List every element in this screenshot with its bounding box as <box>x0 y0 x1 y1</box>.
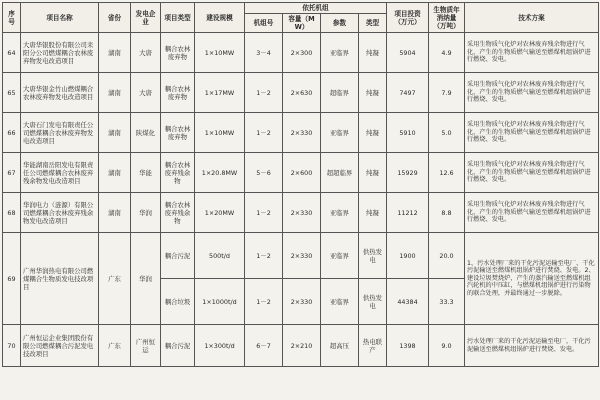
cell-unit-type: 纯凝 <box>359 193 387 233</box>
cell-param: 超临界 <box>321 73 359 113</box>
table-row <box>3 233 599 279</box>
cell-unit-no: 1－2 <box>245 73 283 113</box>
cell-capacity: 2×330 <box>283 193 321 233</box>
cell-investment: 1900 <box>387 233 429 279</box>
cell-unit-type: 纯凝 <box>359 153 387 193</box>
cell-biomass: 7.9 <box>429 73 465 113</box>
cell-scale: 1×1000t/d <box>195 279 245 325</box>
cell-investment: 5910 <box>387 113 429 153</box>
cell-company: 陕煤化 <box>131 113 161 153</box>
cell-unit-type: 纯凝 <box>359 73 387 113</box>
col-unit-no: 机组号 <box>245 14 283 33</box>
cell-province: 湖南 <box>99 113 131 153</box>
cell-province: 湖南 <box>99 33 131 73</box>
table-row <box>3 33 599 73</box>
cell-investment: 5904 <box>387 33 429 73</box>
cell-company: 大唐 <box>131 73 161 113</box>
cell-province: 湖南 <box>99 193 131 233</box>
col-province: 省份 <box>99 3 131 33</box>
cell-company: 广州恒运 <box>131 325 161 367</box>
cell-name: 华润电力（涟源）有限公司燃煤耦合农林废弃残余物发电改造项目 <box>21 193 99 233</box>
cell-biomass: 4.9 <box>429 33 465 73</box>
cell-seq: 64 <box>3 33 21 73</box>
cell-province: 湖南 <box>99 153 131 193</box>
cell-unit-type: 供热发电 <box>359 279 387 325</box>
cell-type: 耦合污泥 <box>161 233 195 279</box>
col-capacity: 容量（MW） <box>283 14 321 33</box>
col-biomass: 生物质年消纳量（万吨） <box>429 3 465 33</box>
cell-tech: 1、污水处理厂来的干化污泥运输至电厂，干化污泥输送至燃煤机组锅炉进行焚烧、发电。2、建设垃圾焚烧炉，产生的蒸汽输送至燃煤机组汽轮机的中压缸，与燃煤机组锅炉进行污染物的联合处理，并最终通过一步脱除。 <box>465 233 599 325</box>
cell-tech: 采用生物质气化炉对农林废弃残余物进行气化，产生的生物质燃气输送至燃煤机组锅炉进行燃烧、发电。 <box>465 153 599 193</box>
cell-type: 耦合农林废弃物 <box>161 33 195 73</box>
col-scale: 建设规模 <box>195 3 245 33</box>
cell-tech: 采用生物质气化炉对农林废弃残余物进行气化，产生的生物质燃气输送至燃煤机组锅炉进行燃烧、发电。 <box>465 73 599 113</box>
cell-param: 亚临界 <box>321 193 359 233</box>
cell-capacity: 2×630 <box>283 73 321 113</box>
cell-capacity: 2×330 <box>283 113 321 153</box>
cell-capacity: 2×330 <box>283 279 321 325</box>
cell-unit-no: 1－2 <box>245 279 283 325</box>
cell-province: 广东 <box>99 233 131 325</box>
col-relied-group: 依托机组 <box>245 3 387 14</box>
col-param: 参数 <box>321 14 359 33</box>
cell-scale: 1×10MW <box>195 33 245 73</box>
cell-type: 耦合垃圾 <box>161 279 195 325</box>
cell-scale: 500t/d <box>195 233 245 279</box>
cell-unit-no: 6－7 <box>245 325 283 367</box>
cell-company: 华润 <box>131 233 161 325</box>
cell-seq: 67 <box>3 153 21 193</box>
cell-unit-no: 1－2 <box>245 193 283 233</box>
cell-biomass: 5.0 <box>429 113 465 153</box>
cell-biomass: 12.6 <box>429 153 465 193</box>
cell-name: 广州华润热电有限公司燃煤耦合生物质发电技改项目 <box>21 233 99 325</box>
cell-tech: 采用生物质气化炉对农林废弃残余物进行气化，产生的生物质燃气输送至燃煤机组锅炉进行燃烧、发电。 <box>465 113 599 153</box>
cell-province: 广东 <box>99 325 131 367</box>
cell-biomass: 8.8 <box>429 193 465 233</box>
cell-param: 亚临界 <box>321 33 359 73</box>
table-row <box>3 193 599 233</box>
col-investment: 项目投资（万元） <box>387 3 429 33</box>
cell-tech: 采用生物质气化炉对农林废弃残余物进行气化，产生的生物质燃气输送至燃煤机组锅炉进行燃烧、发电。 <box>465 193 599 233</box>
project-table <box>2 2 599 367</box>
cell-biomass: 20.0 <box>429 233 465 279</box>
cell-capacity: 2×300 <box>283 33 321 73</box>
cell-type: 耦合污泥 <box>161 325 195 367</box>
cell-seq: 65 <box>3 73 21 113</box>
cell-seq: 69 <box>3 233 21 325</box>
header-row-1 <box>3 3 599 14</box>
cell-name: 大唐石门发电有限责任公司燃煤耦合农林废弃物发电改造项目 <box>21 113 99 153</box>
cell-unit-type: 供热发电 <box>359 233 387 279</box>
cell-seq: 70 <box>3 325 21 367</box>
cell-seq: 66 <box>3 113 21 153</box>
col-tech: 技术方案 <box>465 3 599 33</box>
cell-tech: 污水处理厂来的干化污泥运输至电厂，干化污泥输送至燃煤机组锅炉进行焚烧、发电。 <box>465 325 599 367</box>
cell-investment: 44384 <box>387 279 429 325</box>
cell-company: 华润 <box>131 193 161 233</box>
cell-biomass: 9.0 <box>429 325 465 367</box>
cell-province: 湖南 <box>99 73 131 113</box>
col-unit-type: 类型 <box>359 14 387 33</box>
cell-param: 亚临界 <box>321 279 359 325</box>
cell-investment: 15929 <box>387 153 429 193</box>
col-name: 项目名称 <box>21 3 99 33</box>
cell-type: 耦合农林废弃残余物 <box>161 193 195 233</box>
cell-biomass: 33.3 <box>429 279 465 325</box>
cell-unit-no: 3－4 <box>245 33 283 73</box>
col-seq: 序号 <box>3 3 21 33</box>
cell-name: 大唐华银股份有限公司耒阳分公司燃煤耦合农林废弃物发电改造项目 <box>21 33 99 73</box>
cell-unit-no: 5－6 <box>245 153 283 193</box>
cell-param: 亚临界 <box>321 233 359 279</box>
cell-param: 超超临界 <box>321 153 359 193</box>
table-row <box>3 325 599 367</box>
cell-scale: 1×10MW <box>195 113 245 153</box>
cell-unit-no: 1－2 <box>245 233 283 279</box>
cell-capacity: 2×210 <box>283 325 321 367</box>
table-row <box>3 113 599 153</box>
cell-tech: 采用生物质气化炉对农林废弃残余物进行气化，产生的生物质燃气输送至燃煤机组锅炉进行燃烧、发电。 <box>465 33 599 73</box>
cell-unit-type: 纯凝 <box>359 33 387 73</box>
col-type: 项目类型 <box>161 3 195 33</box>
cell-param: 超高压 <box>321 325 359 367</box>
cell-type: 耦合农林废弃物 <box>161 73 195 113</box>
cell-type: 耦合农林废弃物 <box>161 113 195 153</box>
cell-name: 大唐华银金竹山燃煤耦合农林废弃物发电改造项目 <box>21 73 99 113</box>
cell-seq: 68 <box>3 193 21 233</box>
cell-capacity: 2×330 <box>283 233 321 279</box>
table-row <box>3 153 599 193</box>
cell-name: 华能湖南岳阳发电有限责任公司燃煤耦合农林废弃残余物发电改造项目 <box>21 153 99 193</box>
cell-param: 亚临界 <box>321 113 359 153</box>
cell-investment: 1398 <box>387 325 429 367</box>
cell-name: 广州恒运企业集团股份有限公司燃煤耦合污泥发电技改项目 <box>21 325 99 367</box>
cell-scale: 1×20MW <box>195 193 245 233</box>
cell-investment: 7497 <box>387 73 429 113</box>
cell-company: 华能 <box>131 153 161 193</box>
cell-unit-type: 纯凝 <box>359 113 387 153</box>
cell-scale: 1×300t/d <box>195 325 245 367</box>
cell-company: 大唐 <box>131 33 161 73</box>
col-company: 发电企业 <box>131 3 161 33</box>
cell-scale: 1×17MW <box>195 73 245 113</box>
cell-investment: 11212 <box>387 193 429 233</box>
cell-scale: 1×20.8MW <box>195 153 245 193</box>
cell-type: 耦合农林废弃残余物 <box>161 153 195 193</box>
table-row <box>3 73 599 113</box>
cell-capacity: 2×600 <box>283 153 321 193</box>
cell-unit-type: 热电联产 <box>359 325 387 367</box>
cell-unit-no: 1－2 <box>245 113 283 153</box>
